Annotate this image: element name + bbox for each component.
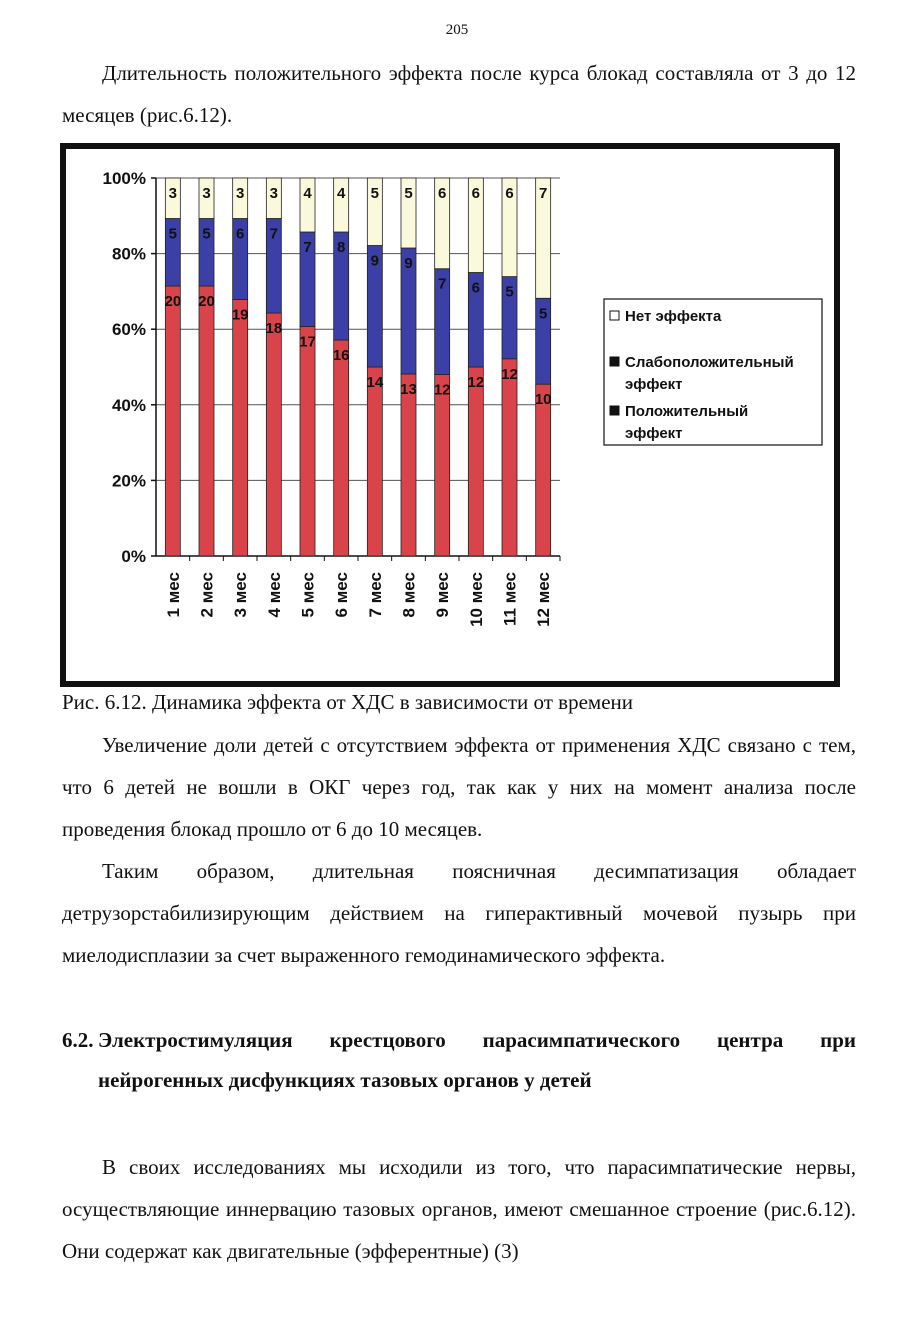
- paragraph-section-body: В своих исследованиях мы исходили из того, что парасимпатические нервы, осуществляющие иннервацию тазовых органов, имеют смешанное строение (рис.6.12). Они содержат как двигательные (эфферентные) (3): [62, 1155, 856, 1263]
- legend-swatch: [610, 406, 619, 415]
- bar-value-label: 3: [168, 185, 178, 202]
- bar-value-label: 6: [437, 185, 447, 202]
- x-category-label: 9 мес: [433, 572, 453, 618]
- bar-value-label: 9: [370, 252, 380, 270]
- bar-value-label: 18: [265, 320, 283, 337]
- y-tick-label: 0%: [121, 547, 146, 566]
- bar-segment: [502, 359, 517, 556]
- bar-value-label: 7: [303, 239, 312, 256]
- bar-value-label: 14: [366, 374, 384, 391]
- x-category-label: 12 мес: [534, 572, 554, 627]
- legend-swatch: [610, 357, 619, 366]
- bar-value-label: 7: [269, 225, 279, 243]
- bar-segment: [165, 286, 180, 556]
- section-title-line2: нейрогенных дисфункциях тазовых органов у детей: [98, 1068, 592, 1092]
- bar-value-label: 6: [505, 185, 514, 202]
- bar-segment: [334, 340, 349, 556]
- bar-value-label: 3: [235, 185, 245, 202]
- legend-label: Положительный: [625, 403, 749, 420]
- bar-segment: [300, 327, 315, 557]
- bar-value-label: 5: [370, 185, 380, 202]
- bar-value-label: 5: [202, 225, 211, 243]
- bar-value-label: 16: [332, 347, 350, 364]
- page-number: 205: [445, 22, 469, 38]
- bar-value-label: 5: [505, 283, 514, 301]
- bar-value-label: 12: [433, 381, 451, 399]
- y-tick-label: 100%: [102, 169, 146, 188]
- bar-value-label: 5: [404, 185, 413, 202]
- legend-swatch: [610, 311, 619, 320]
- x-category-label: 10 мес: [466, 572, 486, 627]
- bar-value-label: 17: [299, 333, 316, 351]
- legend-label: эффект: [625, 376, 683, 393]
- bar-value-label: 5: [538, 305, 548, 323]
- bar-value-label: 20: [164, 293, 182, 310]
- bar-value-label: 13: [400, 381, 417, 398]
- bar-value-label: 3: [202, 185, 211, 202]
- y-tick-label: 60%: [111, 320, 146, 340]
- bar-value-label: 4: [336, 185, 346, 202]
- paragraph-conclusion: Таким образом, длительная поясничная десимпатизация обладает детрузорстабилизирующим действием на гиперактивный мочевой пузырь при миелодисплазии за счет выраженного гемодинамического эффекта.: [62, 859, 856, 967]
- paragraph-intro: Длительность положительного эффекта после курса блокад составляла от 3 до 12 месяцев (рис.6.12).: [62, 61, 856, 127]
- y-tick-label: 40%: [111, 395, 146, 415]
- stacked-bar-chart: [66, 149, 834, 681]
- x-category-label: 7 мес: [365, 572, 385, 618]
- bar-value-label: 3: [269, 185, 279, 202]
- bar-value-label: 4: [303, 185, 312, 202]
- paragraph-explanation: Увеличение доли детей с отсутствием эффекта от применения ХДС связано с тем, что 6 детей не вошли в ОКГ через год, так как у них на момент анализа после проведения блокад прошло от 6 до 10 месяцев.: [62, 733, 856, 841]
- x-category-label: 3 мес: [231, 572, 251, 618]
- section-title-line1: Электростимуляция крестцового парасимпатического центра при: [98, 1028, 856, 1052]
- bar-segment: [367, 367, 382, 556]
- bar-value-label: 9: [404, 255, 413, 272]
- x-category-label: 6 мес: [332, 572, 352, 618]
- bar-segment: [536, 384, 551, 556]
- section-heading: [62, 1020, 856, 1100]
- bar-segment: [468, 367, 483, 556]
- x-category-label: 1 мес: [163, 572, 183, 618]
- legend-label: Нет эффекта: [625, 308, 722, 325]
- bar-value-label: 12: [467, 374, 485, 391]
- bar-value-label: 19: [231, 306, 249, 324]
- y-tick-label: 80%: [111, 244, 146, 264]
- bar-value-label: 7: [437, 275, 447, 293]
- bar-value-label: 8: [336, 239, 346, 256]
- legend-label: эффект: [625, 425, 683, 442]
- x-category-label: 11 мес: [500, 572, 520, 626]
- bar-segment: [233, 300, 248, 557]
- bar-value-label: 12: [501, 365, 518, 383]
- bar-segment: [435, 375, 450, 556]
- bar-value-label: 6: [235, 225, 245, 243]
- figure-chart: [60, 143, 840, 687]
- bar-value-label: 5: [168, 225, 178, 243]
- x-category-label: 4 мес: [264, 572, 284, 618]
- bar-value-label: 20: [198, 293, 215, 310]
- bar-segment: [266, 313, 281, 556]
- bar-value-label: 6: [471, 185, 481, 202]
- figure-caption: Рис. 6.12. Динамика эффекта от ХДС в зависимости от времени: [62, 690, 633, 714]
- bar-segment: [199, 286, 214, 556]
- x-category-label: 8 мес: [399, 572, 419, 618]
- y-tick-label: 20%: [111, 471, 146, 491]
- bar-segment: [401, 374, 416, 556]
- bar-value-label: 10: [534, 391, 552, 409]
- legend-label: Слабоположительный: [625, 354, 794, 371]
- bar-value-label: 7: [538, 185, 548, 202]
- section-number: 6.2.: [62, 1028, 94, 1052]
- x-category-label: 5 мес: [298, 572, 318, 618]
- x-category-label: 2 мес: [197, 572, 217, 618]
- bar-value-label: 6: [471, 279, 481, 297]
